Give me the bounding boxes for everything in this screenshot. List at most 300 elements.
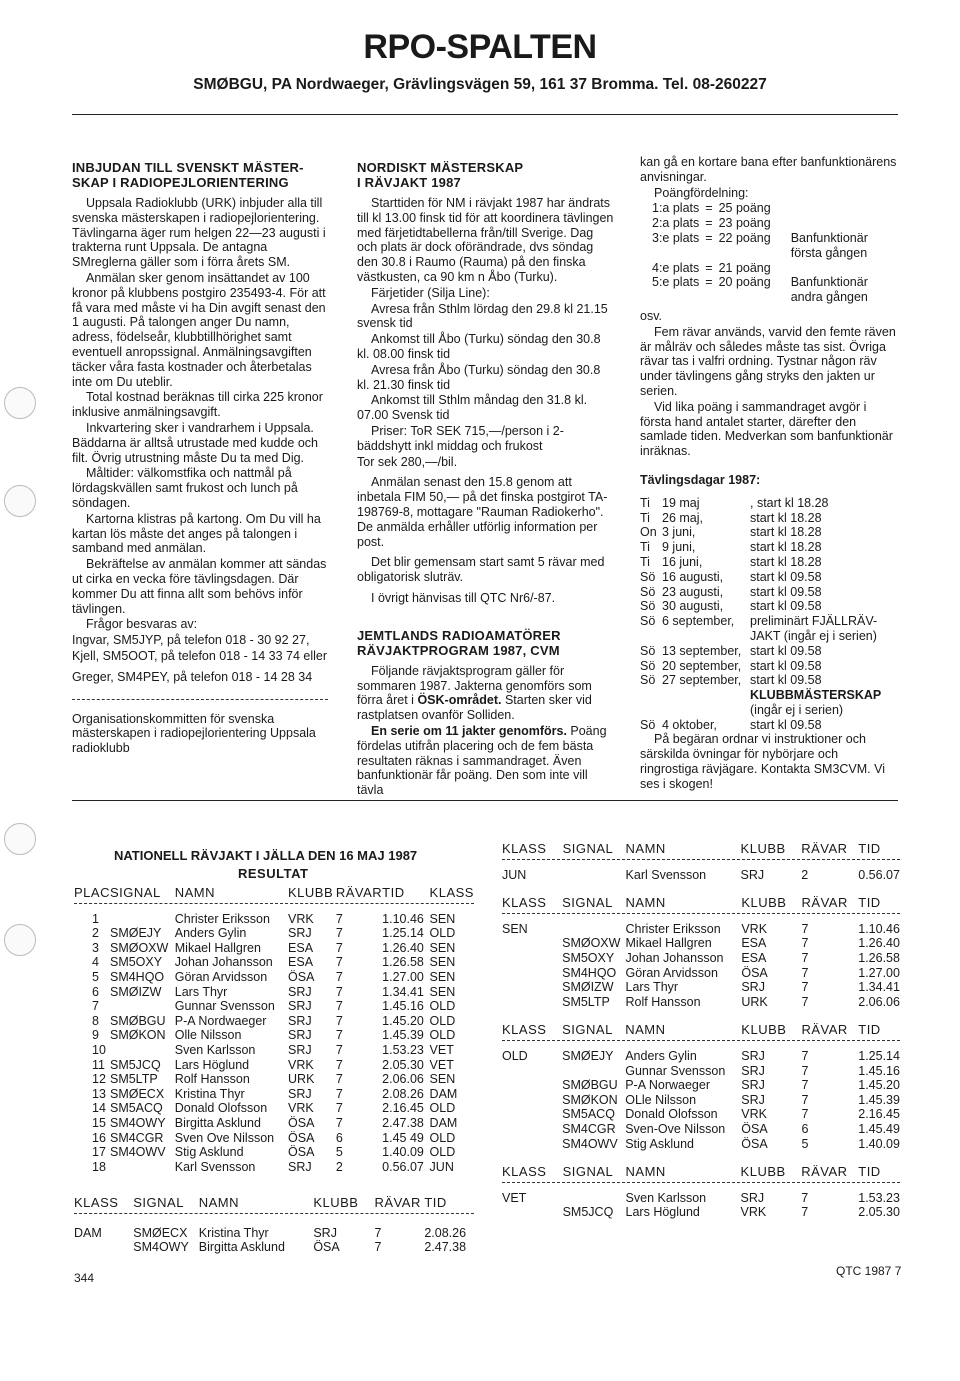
page-title: RPO-SPALTEN xyxy=(363,28,597,66)
table-cell: VRK xyxy=(288,911,314,926)
schedule-weekday: On xyxy=(640,525,657,540)
table-row xyxy=(502,980,900,995)
points-place: 4:e plats xyxy=(652,260,700,275)
divider xyxy=(74,1213,474,1214)
schedule-weekday xyxy=(640,629,662,644)
schedule-weekday: Sö xyxy=(640,569,656,584)
table-cell: OLD xyxy=(429,1145,456,1160)
table-cell: SM4HQO xyxy=(562,965,617,980)
table-cell: 2.16.45 xyxy=(382,1101,424,1116)
schedule-row xyxy=(640,496,885,511)
table-cell xyxy=(110,1160,175,1175)
paragraph: Avresa från Sthlm lördag den 29.8 kl 21.15 svensk tid xyxy=(357,301,608,331)
table-cell: ÖSA xyxy=(741,965,768,980)
table-cell: ESA xyxy=(741,950,767,965)
schedule-weekday: Sö xyxy=(640,599,656,614)
table-cell: 1.10.46 xyxy=(858,921,900,936)
table-cell: OLD xyxy=(429,926,456,941)
schedule-date: 27 september, xyxy=(662,673,742,688)
table-row xyxy=(74,1160,474,1175)
table-row xyxy=(74,1116,474,1131)
paragraph: Bekräftelse av anmälan kommer att sändas ut cirka en vecka före tävlingsdagen. Där kommer Du att finna allt som behövs inför tävlingen. xyxy=(72,557,327,616)
column-header: NAMN xyxy=(625,841,666,856)
table-cell: 7 xyxy=(374,1240,382,1255)
table-cell: Lars Höglund xyxy=(625,1205,700,1220)
table-cell: 7 xyxy=(335,911,343,926)
table-cell: SM4OWY xyxy=(109,1115,166,1130)
table-cell: 12 xyxy=(92,1072,106,1087)
class-table-vet xyxy=(502,1165,900,1220)
table-cell: 7 xyxy=(335,999,343,1014)
table-cell: Johan Johansson xyxy=(174,955,273,970)
heading-line: NORDISKT MÄSTERSKAP xyxy=(357,160,524,175)
heading-line: INBJUDAN TILL SVENSKT MÄSTER- xyxy=(72,160,304,175)
table-cell: 7 xyxy=(335,1072,343,1087)
article-heading xyxy=(357,160,614,190)
table-cell: Stig Asklund xyxy=(174,1145,244,1160)
table-cell: 2.05.30 xyxy=(858,1205,900,1220)
table-cell: VET xyxy=(502,1190,527,1205)
points-note: Banfunktionär xyxy=(790,275,868,290)
table-cell: SRJ xyxy=(741,1063,765,1078)
column-header: NAMN xyxy=(625,1164,666,1180)
heading-line: SKAP I RADIOPEJLORIENTERING xyxy=(72,175,289,190)
table-cell: VRK xyxy=(740,1205,767,1220)
schedule-date: 9 juni, xyxy=(662,540,696,555)
table-row xyxy=(502,1137,900,1152)
table-cell: ESA xyxy=(288,955,314,970)
paragraph: kan gå en kortare bana efter banfunktionärens anvisningar. xyxy=(640,155,897,184)
header-rule xyxy=(72,114,898,115)
table-cell xyxy=(74,1240,133,1255)
table-cell: 2 xyxy=(335,1159,343,1174)
table-cell: SRJ xyxy=(740,867,765,882)
table-row xyxy=(502,1107,900,1122)
column-header: KLUBB xyxy=(740,1164,786,1180)
table-cell: 5 xyxy=(92,969,99,984)
points-row xyxy=(652,201,874,216)
schedule-row xyxy=(640,585,885,600)
column-header: KLASS xyxy=(502,841,547,856)
table-cell: Sven Karlsson xyxy=(174,1042,256,1057)
schedule-date: 23 augusti, xyxy=(662,584,724,599)
page-subtitle: SMØBGU, PA Nordwaeger, Grävlingsvägen 59, 161 37 Bromma. Tel. 08-260227 xyxy=(193,76,767,93)
table-cell: 3 xyxy=(92,940,99,955)
points-value xyxy=(719,290,791,305)
table-cell: JUN xyxy=(502,867,527,882)
table-cell: 2.06.06 xyxy=(858,994,900,1009)
table-row xyxy=(74,1145,474,1160)
schedule-row xyxy=(640,659,885,674)
table-cell: 7 xyxy=(335,1028,343,1043)
table-cell: SMØBGU xyxy=(109,1013,166,1028)
table-cell: Anders Gylin xyxy=(625,1048,697,1063)
table-cell: 1.25.14 xyxy=(382,926,424,941)
points-place: 2:a plats xyxy=(652,216,700,231)
table-cell: Anders Gylin xyxy=(174,926,247,941)
table-row xyxy=(502,1064,900,1079)
schedule-weekday: Sö xyxy=(640,643,656,658)
schedule-row xyxy=(640,540,885,555)
table-cell: 1.26.58 xyxy=(382,955,424,970)
column-header: KLUBB xyxy=(741,1022,787,1038)
class-tables xyxy=(502,842,900,1220)
table-cell: 7 xyxy=(801,1048,809,1063)
column-header: KLUBB xyxy=(288,885,334,900)
table-cell: 1.45 49 xyxy=(382,1130,424,1145)
heading-line: JEMTLANDS RADIOAMATÖRER xyxy=(357,627,561,643)
column-header: NAMN xyxy=(198,1195,240,1210)
table-cell xyxy=(502,966,562,981)
table-row xyxy=(74,985,474,1000)
table-cell: 7 xyxy=(335,926,343,941)
schedule-row xyxy=(640,599,885,614)
table-cell: 1.34.41 xyxy=(858,980,900,995)
table-cell: 7 xyxy=(801,994,809,1009)
table-cell: OLD xyxy=(429,1028,456,1043)
article-heading xyxy=(357,628,614,658)
table-cell: ÖSA xyxy=(288,1115,315,1130)
table-row xyxy=(74,1028,474,1043)
table-row xyxy=(74,1131,474,1146)
table-cell: Olle Nilsson xyxy=(174,1028,242,1043)
table-cell: SM4HQO xyxy=(109,969,165,984)
table-cell: 7 xyxy=(335,1115,343,1130)
text-span: Följande rävjaktsprogram gäller för sommaren 1987. Jakterna genomförs som förra året i xyxy=(357,663,592,708)
points-heading: Poängfördelning: xyxy=(654,185,749,200)
table-cell: 7 xyxy=(335,1101,343,1116)
table-cell: SM5JCQ xyxy=(109,1057,161,1072)
schedule-info: KLUBBMÄSTERSKAP xyxy=(750,688,882,703)
table-cell xyxy=(502,980,562,995)
column-header: TID xyxy=(858,895,881,911)
paragraph: Total kostnad beräknas till cirka 225 kronor inklusive anmälningsavgift. xyxy=(72,390,323,420)
table-cell: OLD xyxy=(429,1013,456,1028)
table-cell: DAM xyxy=(429,1115,458,1130)
points-place: 3:e plats xyxy=(652,230,700,245)
table-cell: SM4OWV xyxy=(562,1136,618,1151)
table-cell: 1.45.16 xyxy=(382,999,424,1014)
table-row xyxy=(502,936,900,951)
table-cell: ESA xyxy=(741,936,767,951)
table-row xyxy=(74,1087,474,1102)
heading-line: RÄVJAKTPROGRAM 1987, CVM xyxy=(357,642,560,658)
table-header-row xyxy=(74,1196,474,1211)
table-cell: 2.06.06 xyxy=(382,1072,424,1087)
heading-line: I RÄVJAKT 1987 xyxy=(357,175,461,190)
table-cell: 18 xyxy=(92,1159,106,1174)
table-cell: SRJ xyxy=(288,926,312,941)
table-cell: SMØKON xyxy=(109,1028,166,1043)
table-cell: 1.40.09 xyxy=(858,1136,900,1151)
table-cell: 1.40.09 xyxy=(382,1145,424,1160)
schedule-info: start kl 09.58 xyxy=(750,569,822,584)
schedule-info: start kl 09.58 xyxy=(750,584,822,599)
column-header: NAMN xyxy=(625,1022,666,1038)
table-cell: ÖSA xyxy=(288,969,315,984)
table-cell: OLD xyxy=(429,1101,456,1116)
points-value: 23 poäng xyxy=(718,216,771,231)
table-cell: SM5OXY xyxy=(562,950,615,965)
schedule-table xyxy=(640,496,885,733)
divider xyxy=(502,1182,900,1183)
table-cell: 16 xyxy=(92,1130,106,1145)
article-sm-invitation xyxy=(72,160,328,757)
days-heading: Tävlingsdagar 1987: xyxy=(640,472,761,487)
table-cell: 7 xyxy=(801,921,809,936)
contact-line: Greger, SM4PEY, på telefon 018 - 14 28 34 xyxy=(72,669,313,684)
table-cell: ÖSA xyxy=(288,1145,315,1160)
paragraph: Vid lika poäng i sammandraget avgör i första hand antalet starter, därefter den samlade tiden. Medverkan som banfunktionär inräknas. xyxy=(640,399,893,459)
table-cell: SMØOXW xyxy=(562,936,621,951)
table-cell: SRJ xyxy=(288,1086,312,1101)
table-cell: 0.56.07 xyxy=(858,867,900,882)
points-equals: = xyxy=(705,260,713,275)
table-cell: 6 xyxy=(92,984,99,999)
table-cell: SM5LTP xyxy=(562,994,610,1009)
table-cell xyxy=(110,912,175,927)
points-equals: = xyxy=(705,275,713,290)
divider xyxy=(502,913,900,914)
table-cell: SRJ xyxy=(288,1042,312,1057)
table-cell: SMØEJY xyxy=(562,1048,614,1063)
text-span-bold: ÖSK-området. xyxy=(417,693,502,708)
table-cell: 6 xyxy=(335,1130,343,1145)
table-cell: Sven Karlsson xyxy=(625,1190,707,1205)
points-place: 1:a plats xyxy=(652,201,700,216)
table-cell: 7 xyxy=(801,950,809,965)
points-note xyxy=(791,201,874,216)
schedule-row xyxy=(640,644,885,659)
table-cell: Lars Thyr xyxy=(174,984,228,999)
results-title: NATIONELL RÄVJAKT I JÄLLA DEN 16 MAJ 1987 xyxy=(114,848,418,863)
page-number: 344 xyxy=(74,1271,95,1285)
points-equals xyxy=(705,246,718,261)
schedule-row xyxy=(640,525,885,540)
schedule-row xyxy=(640,570,885,585)
paragraph: Tor sek 280,—/bil. xyxy=(357,454,458,469)
table-cell xyxy=(502,1064,562,1079)
paragraph xyxy=(357,664,614,723)
table-cell: SMØECX xyxy=(133,1225,188,1240)
points-equals xyxy=(705,290,718,305)
column-header: KLASS xyxy=(429,885,474,900)
table-cell: 7 xyxy=(335,984,343,999)
table-cell: Stig Asklund xyxy=(625,1136,695,1151)
table-cell: OLD xyxy=(429,1130,456,1145)
table-cell: Christer Eriksson xyxy=(625,921,721,936)
table-row xyxy=(74,955,474,970)
points-row xyxy=(652,216,874,231)
table-cell: Birgitta Asklund xyxy=(174,1115,261,1130)
column-header: NAMN xyxy=(174,885,216,900)
table-row xyxy=(74,999,474,1014)
table-cell: SMØECX xyxy=(109,1086,165,1101)
table-cell: 7 xyxy=(801,1063,809,1078)
table-cell xyxy=(563,868,626,883)
table-cell: 7 xyxy=(801,1205,809,1220)
table-cell: 0.56.07 xyxy=(382,1159,424,1174)
table-cell: 1.45.49 xyxy=(858,1121,900,1136)
paragraph: I övrigt hänvisas till QTC Nr6/-87. xyxy=(371,590,556,605)
schedule-weekday xyxy=(640,688,662,703)
table-cell: 2.08.26 xyxy=(424,1225,467,1240)
schedule-weekday: Ti xyxy=(640,554,650,569)
table-cell: ÖSA xyxy=(741,1121,768,1136)
table-cell: 1.25.14 xyxy=(858,1048,900,1063)
table-row xyxy=(74,1043,474,1058)
schedule-row xyxy=(640,629,885,644)
divider xyxy=(502,1040,900,1041)
schedule-date: 19 maj xyxy=(662,495,700,510)
table-cell xyxy=(502,995,562,1010)
table-cell: 15 xyxy=(92,1115,106,1130)
paragraph: Priser: ToR SEK 715,—/person i 2-bäddshytt inkl middag och frukost xyxy=(357,423,564,453)
table-cell xyxy=(110,999,175,1014)
table-cell: 7 xyxy=(335,1086,343,1101)
table-cell: 1.53.23 xyxy=(382,1042,424,1057)
schedule-date: 13 september, xyxy=(662,643,742,658)
table-cell: Sven Ove Nilsson xyxy=(174,1130,275,1145)
points-place: 5:e plats xyxy=(652,275,700,290)
schedule-info: (ingår ej i serien) xyxy=(750,702,844,717)
table-row xyxy=(74,1014,474,1029)
punch-hole xyxy=(4,823,36,855)
table-cell: Lars Höglund xyxy=(174,1057,250,1072)
paragraph: Fem rävar används, varvid den femte räven är målräv och således måste tas sist. Övriga rävar tas i valfri ordning. Tystnar någon räv under tävlingens gång stryks den jakten ur serien. xyxy=(640,324,896,398)
table-cell: SEN xyxy=(429,955,456,970)
table-cell: 7 xyxy=(801,1092,809,1107)
table-cell: 1.26.40 xyxy=(382,940,424,955)
table-row xyxy=(502,995,900,1010)
table-cell: 10 xyxy=(92,1042,106,1057)
column-header: SIGNAL xyxy=(133,1195,184,1210)
class-table-jun xyxy=(502,842,900,882)
table-cell xyxy=(502,1078,562,1093)
table-header-row xyxy=(502,1023,900,1038)
paragraph: Avresa från Åbo (Turku) söndag den 30.8 kl. 21.30 finsk tid xyxy=(357,362,601,392)
table-cell: SM5ACQ xyxy=(562,1107,615,1122)
divider xyxy=(502,859,900,860)
schedule-row xyxy=(640,555,885,570)
table-cell: SM4CGR xyxy=(109,1130,164,1145)
column-header: KLASS xyxy=(502,1164,547,1180)
column-header: RÄVAR xyxy=(801,841,848,856)
schedule-row xyxy=(640,673,885,688)
table-row xyxy=(502,951,900,966)
table-cell: SRJ xyxy=(741,1078,765,1093)
column-header: TID xyxy=(858,1164,881,1180)
column-header: TID xyxy=(858,1022,881,1038)
table-cell: 9 xyxy=(92,1028,99,1043)
points-row xyxy=(652,290,874,305)
issue-label: QTC 1987 7 xyxy=(836,1264,902,1278)
table-cell: URK xyxy=(288,1072,315,1087)
schedule-date xyxy=(662,629,750,644)
table-cell: 7 xyxy=(374,1225,382,1240)
class-table-old xyxy=(502,1023,900,1151)
text-span: Poäng fördelas utifrån placering och de fem bästa resultaten räknas i sammandraget. Även banfunktionär får poäng. Den som inte vill tävla xyxy=(357,723,607,798)
schedule-date: 3 juni, xyxy=(662,525,696,540)
table-cell: Mikael Hallgren xyxy=(174,940,261,955)
schedule-info: start kl 09.58 xyxy=(750,658,822,673)
table-row xyxy=(502,1093,900,1108)
schedule-date: 4 oktober, xyxy=(662,717,717,732)
table-cell xyxy=(502,1093,562,1108)
section-rule xyxy=(72,800,898,801)
table-cell: 8 xyxy=(92,1013,99,1028)
table-cell: 14 xyxy=(92,1101,106,1116)
table-cell: 11 xyxy=(92,1057,105,1072)
table-cell: SM4OWV xyxy=(109,1145,166,1160)
column-header: RÄVAR xyxy=(335,885,383,900)
table-cell: SMØEJY xyxy=(109,926,162,941)
class-table-sen xyxy=(502,896,900,1009)
table-cell: SRJ xyxy=(741,1048,765,1063)
points-value xyxy=(719,246,791,261)
paragraph: Uppsala Radioklubb (URK) inbjuder alla till svenska mästerskapen i radiopejlorientering. Tävlingarna äger rum helgen 22—23 augusti i trakterna runt Uppsala. De antagna SMreglerna gäller som i förra årets SM. xyxy=(72,196,326,270)
table-cell: URK xyxy=(741,994,768,1009)
schedule-weekday: Sö xyxy=(640,614,656,629)
table-row xyxy=(502,868,900,883)
article-foxhunt-continued xyxy=(640,155,898,793)
table-cell: 7 xyxy=(801,1107,809,1122)
points-value: 20 poäng xyxy=(718,275,771,290)
table-cell xyxy=(563,1191,626,1206)
dam-table xyxy=(74,1196,474,1255)
column-header: SIGNAL xyxy=(562,841,614,856)
table-cell: ÖSA xyxy=(288,1130,315,1145)
paragraph: Ankomst till Åbo (Turku) söndag den 30.8 kl. 08.00 finsk tid xyxy=(357,332,601,361)
table-cell: 2.05.30 xyxy=(382,1057,424,1072)
table-cell: 5 xyxy=(335,1145,343,1160)
table-cell: SRJ xyxy=(740,1190,765,1205)
table-row xyxy=(74,926,474,941)
column-header: KLASS xyxy=(502,895,547,911)
table-cell: Göran Arvidsson xyxy=(174,969,268,984)
schedule-date xyxy=(662,688,750,703)
points-row xyxy=(652,231,874,246)
table-cell: SMØOXW xyxy=(109,940,169,955)
table-cell: 1.27.00 xyxy=(382,969,424,984)
schedule-date: 6 september, xyxy=(662,614,735,629)
table-row xyxy=(74,912,474,927)
table-cell: OLle Nilsson xyxy=(625,1092,697,1107)
paragraph: Det blir gemensam start samt 5 rävar med obligatorisk sluträv. xyxy=(357,555,605,585)
column-header: SIGNAL xyxy=(109,885,161,900)
table-cell: 7 xyxy=(801,965,809,980)
schedule-weekday: Sö xyxy=(640,717,656,732)
schedule-info: , start kl 18.28 xyxy=(750,495,829,510)
table-cell: Sven-Ove Nilsson xyxy=(625,1121,726,1136)
paragraph: Frågor besvaras av: xyxy=(86,617,198,632)
table-cell: SM5OXY xyxy=(109,955,163,970)
punch-hole xyxy=(4,387,36,419)
punch-hole xyxy=(4,924,36,956)
table-cell: VRK xyxy=(741,1107,767,1122)
table-cell: OLD xyxy=(502,1048,528,1063)
table-cell: 1.53.23 xyxy=(858,1190,900,1205)
divider xyxy=(72,699,328,700)
column-header: SIGNAL xyxy=(562,1164,614,1180)
schedule-row xyxy=(640,718,885,733)
points-equals: = xyxy=(705,216,713,231)
closing-signature: Organisationskommitten för svenska mästerskapen i radiopejlorientering Uppsala radioklubb xyxy=(72,711,316,756)
table-cell: DAM xyxy=(429,1086,458,1101)
schedule-weekday: Sö xyxy=(640,584,656,599)
punch-hole xyxy=(4,485,36,517)
table-row xyxy=(74,1072,474,1087)
